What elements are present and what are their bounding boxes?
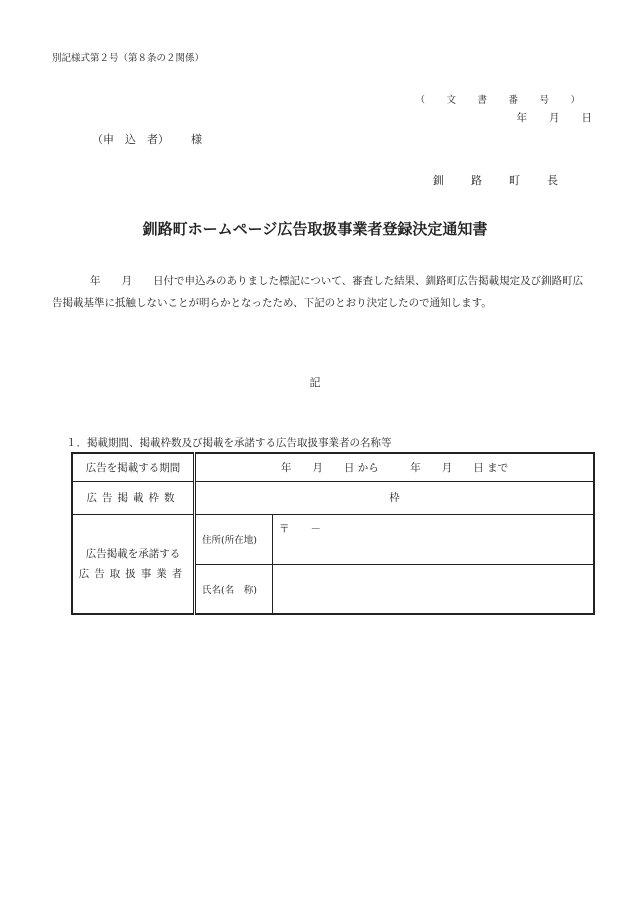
- date-month: 月: [549, 112, 560, 124]
- date-day: 日: [581, 112, 592, 124]
- table-row-period: [72, 453, 594, 481]
- period-label: 広告を掲載する期間: [72, 453, 195, 481]
- slots-value: 枠: [195, 481, 595, 514]
- addressee-name: （申 込 者）: [92, 133, 169, 146]
- business-label: [72, 514, 195, 614]
- address-label: 住所(所在地): [195, 514, 273, 564]
- name-value: [273, 564, 595, 614]
- document-number: （ 文 書 番 号 ）: [415, 95, 586, 106]
- date-header: [495, 110, 593, 125]
- slots-label: 広告掲載枠数: [72, 481, 195, 514]
- business-label-line2: 広告取扱事業者: [78, 567, 188, 580]
- addressee-honorific: 様: [191, 133, 202, 146]
- body-text: 年 月 日付で申込みのありました標記について、審査した結果、釧路町広告掲載規定及び釧路町広告掲載基準に抵触しないことが明らかとなったため、下記のとおり決定したので通知します。: [52, 275, 584, 309]
- table-row-slots: [72, 481, 594, 514]
- addressee: [92, 131, 202, 147]
- form-label: 別記様式第２号（第８条の２関係）: [52, 53, 205, 64]
- business-label-line1: 広告掲載を承諾する: [85, 547, 181, 560]
- section-heading: １．掲載期間、掲載枠数及び掲載を承諾する広告取扱事業者の名称等: [66, 437, 392, 449]
- period-value: 年 月 日 から 年 月 日 まで: [195, 453, 595, 481]
- document-title: 釧路町ホームページ広告取扱事業者登録決定通知書: [142, 220, 488, 238]
- date-year: 年: [516, 112, 527, 124]
- name-label: 氏名(名 称): [195, 564, 273, 614]
- registration-table: [71, 452, 595, 615]
- sender: 釧 路 町 長: [433, 174, 566, 187]
- table-row-address: [72, 514, 594, 564]
- address-value: 〒 －: [273, 514, 595, 564]
- ki-marker: 記: [309, 376, 321, 389]
